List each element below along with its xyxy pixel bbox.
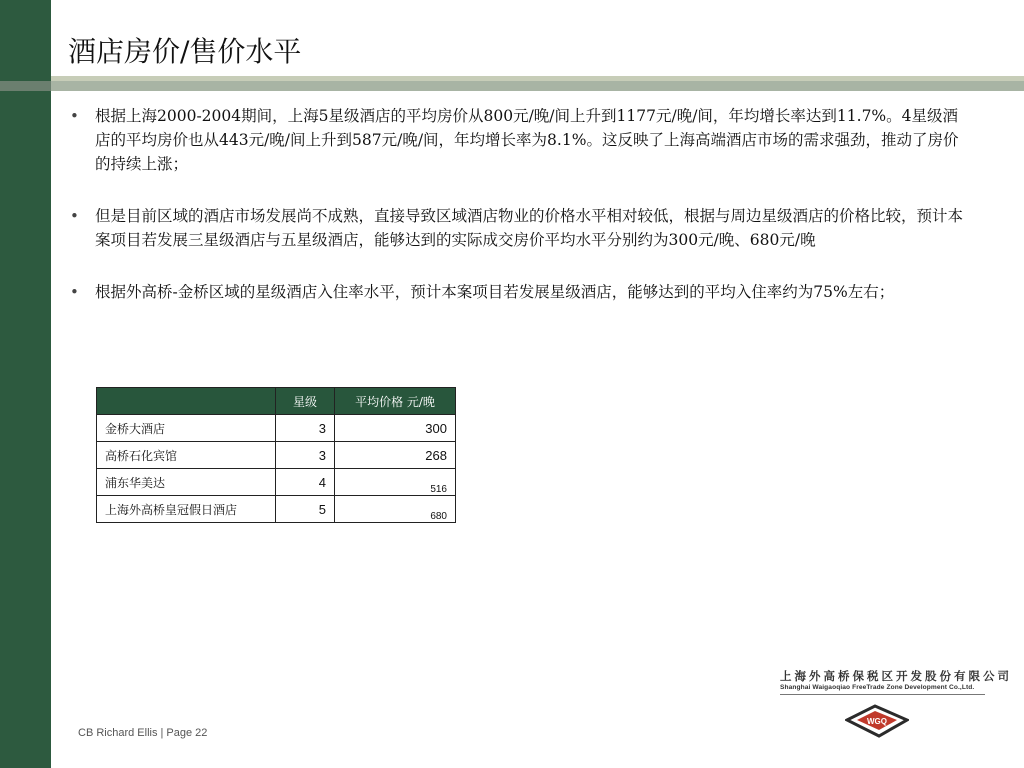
bullet-text: 但是目前区域的酒店市场发展尚不成熟，直接导致区域酒店物业的价格水平相对较低，根据与周边星级酒店的价格比较，预计本案项目若发展三星级酒店与五星级酒店，能够达到的实际成交房价平均水平分别约为300元/晚、680元/晚 bbox=[95, 207, 964, 249]
left-accent-bar bbox=[0, 0, 51, 768]
price-cell: 516 bbox=[335, 469, 456, 496]
stars-cell: 5 bbox=[276, 496, 335, 523]
hotel-name-cell: 浦东华美达 bbox=[97, 469, 276, 496]
bullet-item bbox=[70, 204, 970, 252]
table-row bbox=[97, 442, 456, 469]
table-row bbox=[97, 496, 456, 523]
slide-title: 酒店房价/售价水平 bbox=[68, 35, 302, 68]
column-header-stars: 星级 bbox=[276, 388, 335, 415]
bullet-item bbox=[70, 280, 970, 304]
bullet-list bbox=[70, 104, 970, 332]
bullet-item bbox=[70, 104, 970, 176]
bullet-text: 根据外高桥-金桥区域的星级酒店入住率水平，预计本案项目若发展星级酒店，能够达到的平均入住率约为75%左右； bbox=[95, 283, 895, 301]
table-row bbox=[97, 469, 456, 496]
stars-cell: 4 bbox=[276, 469, 335, 496]
column-header-name bbox=[97, 388, 276, 415]
hotel-name-cell: 上海外高桥皇冠假日酒店 bbox=[97, 496, 276, 523]
logo-mark-text: WGQ bbox=[867, 717, 887, 726]
company-name-cn: 上海外高桥保税区开发股份有限公司 bbox=[780, 669, 1012, 683]
hotel-name-cell: 高桥石化宾馆 bbox=[97, 442, 276, 469]
bullet-dot-icon: • bbox=[70, 207, 79, 225]
hotel-name-cell: 金桥大酒店 bbox=[97, 415, 276, 442]
stars-cell: 3 bbox=[276, 415, 335, 442]
bullet-text: 根据上海2000-2004期间，上海5星级酒店的平均房价从800元/晚/间上升到1177元/晚/间，年均增长率达到11.7%。4星级酒店的平均房价也从443元/晚/间上升到587元/晚/间，年均增长率为8.1%。这反映了上海高端酒店市场的需求强劲，推动了房价的持续上涨； bbox=[95, 107, 959, 173]
page-footer: CB Richard Ellis | Page 22 bbox=[78, 727, 208, 739]
bullet-dot-icon: • bbox=[70, 283, 79, 301]
company-logo-icon bbox=[845, 702, 909, 742]
bullet-dot-icon: • bbox=[70, 107, 79, 125]
hotel-price-table bbox=[96, 387, 456, 523]
company-name-en: Shanghai Waigaoqiao FreeTrade Zone Development Co.,Ltd. bbox=[780, 684, 975, 691]
stars-cell: 3 bbox=[276, 442, 335, 469]
logo-divider bbox=[780, 694, 985, 695]
price-cell: 268 bbox=[335, 442, 456, 469]
column-header-price: 平均价格 元/晚 bbox=[335, 388, 456, 415]
table-header-row bbox=[97, 388, 456, 415]
table-row bbox=[97, 415, 456, 442]
title-rule bbox=[0, 81, 1024, 91]
title-rule-corner bbox=[0, 81, 51, 91]
price-cell: 680 bbox=[335, 496, 456, 523]
price-cell: 300 bbox=[335, 415, 456, 442]
